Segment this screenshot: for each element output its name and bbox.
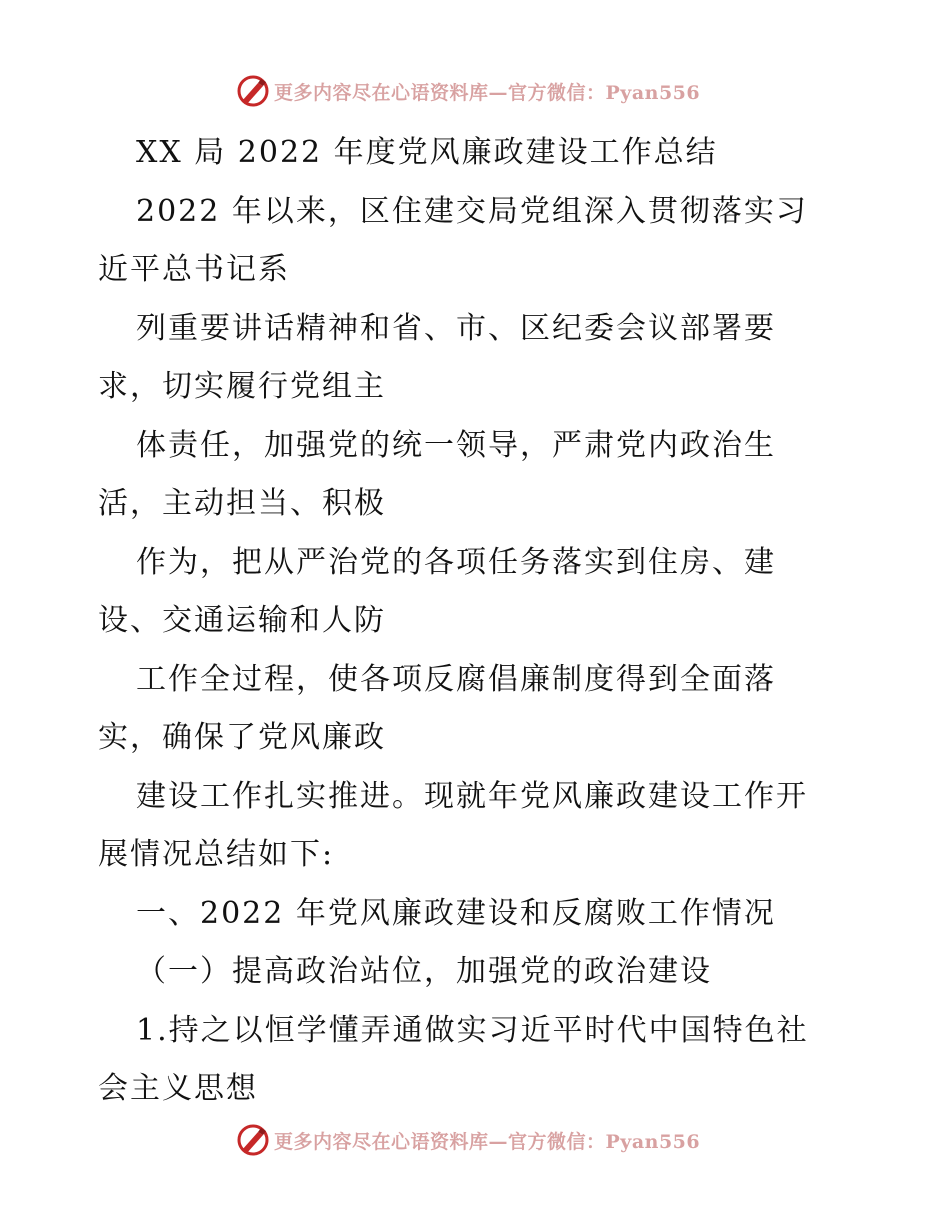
text-line: 建设工作扎实推进。现就年党风廉政建设工作开 (136, 778, 808, 814)
text-line: 2022 年以来，区住建交局党组深入贯彻落实习 (136, 193, 808, 229)
pen-logo-icon (236, 74, 270, 108)
text-line: 作为，把从严治党的各项任务落实到住房、建 (136, 544, 776, 580)
text-line: 展情况总结如下: (98, 837, 335, 872)
text-line: 活，主动担当、积极 (98, 486, 386, 521)
footer-watermark (236, 1123, 700, 1157)
text-line: 体责任，加强党的统一领导，严肃党内政治生 (136, 427, 776, 463)
text-line: 设、交通运输和人防 (98, 603, 386, 638)
section-heading: 一、2022 年党风廉政建设和反腐败工作情况 (136, 895, 776, 931)
subsection-heading: （一）提高政治站位，加强党的政治建设 (136, 954, 712, 989)
text-line: XX 局 2022 年度党风廉政建设工作总结 (136, 135, 718, 170)
text-line: 实，确保了党风廉政 (98, 720, 386, 755)
text-line: 1.持之以恒学懂弄通做实习近平时代中国特色社 (136, 1012, 809, 1048)
text-line: 工作全过程，使各项反腐倡廉制度得到全面落 (136, 661, 776, 697)
text-line: 列重要讲话精神和省、市、区纪委会议部署要 (136, 310, 776, 346)
watermark-text: 更多内容尽在心语资料库—官方微信：Pyan556 (274, 81, 701, 104)
text-line: 会主义思想 (98, 1071, 258, 1106)
pen-logo-icon (236, 1123, 270, 1157)
header-watermark (236, 74, 700, 108)
text-line: 近平总书记系 (98, 252, 290, 287)
document-body (98, 124, 858, 1119)
text-line: 求，切实履行党组主 (98, 369, 386, 404)
watermark-text: 更多内容尽在心语资料库—官方微信：Pyan556 (274, 1130, 701, 1153)
